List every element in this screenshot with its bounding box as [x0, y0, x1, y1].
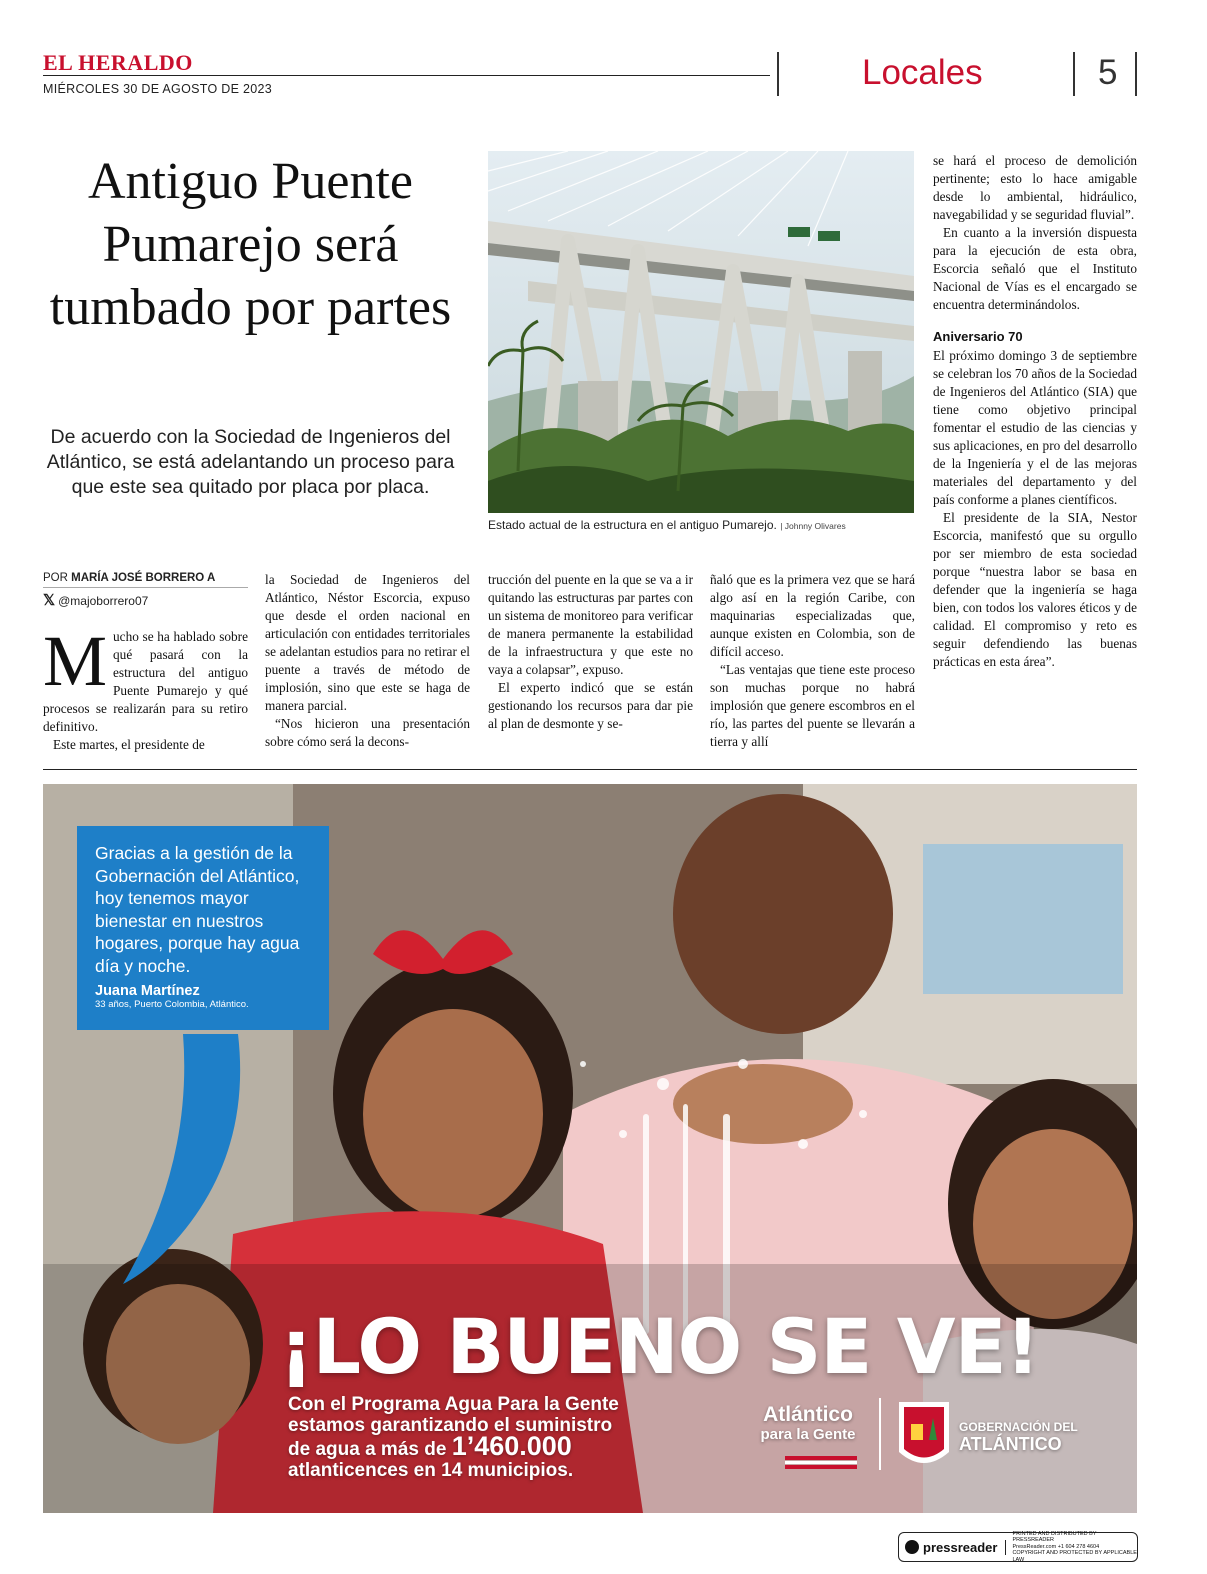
- paragraph: Este martes, el presidente de: [53, 737, 205, 752]
- testimonial-meta: 33 años, Puerto Colombia, Atlántico.: [95, 999, 249, 1010]
- deck: De acuerdo con la Sociedad de Ingenieros del Atlántico, se está adelantando un proceso para que este sea quitado por placa por placa.: [46, 426, 455, 498]
- program-line: atlanticences en 14 municipios.: [288, 1460, 574, 1481]
- photo-credit: | Johnny Olivares: [780, 521, 846, 531]
- paragraph: El próximo domingo 3 de septiembre se celebran los 70 años de la Sociedad de Ingenieros del Atlántico (SIA) que tiene como objetivo principal fomentar el estudio de las ciencias y sus aplicaciones, en pro del desarrollo de la Ingeniería y el de las mejoras materiales del departamento y del país conforme a planes científicos.: [933, 348, 1137, 507]
- article-column-2: [265, 571, 470, 751]
- article-column-3: [488, 571, 693, 733]
- photo-caption-text: Estado actual de la estructura en el antiguo Pumarejo.: [488, 518, 777, 532]
- advertisement[interactable]: [43, 784, 1137, 1513]
- pressreader-logo-text: pressreader: [923, 1539, 998, 1555]
- atlantico-para-la-gente-logo: [743, 1404, 873, 1443]
- paragraph: trucción del puente en la que se va a ir quitando las estructuras par partes con un sistema de monitoreo para verificar de manera permanente la estabilidad de la infraestructura y que este no vaya a colapsar”, expuso.: [488, 572, 693, 677]
- page-number: 5: [1098, 53, 1118, 92]
- twitter-handle-text: @majoborrero07: [58, 594, 149, 608]
- header-rule: [43, 75, 770, 76]
- header-divider: [1073, 52, 1075, 96]
- pressreader-icon: [905, 1540, 919, 1554]
- program-line: [288, 1431, 708, 1461]
- byline: [43, 572, 248, 588]
- paragraph-text: ucho se ha hablado sobre qué pasará con la estructura del antiguo Puente Pumarejo y qué procesos se realizarán para su retiro definitivo.: [43, 629, 248, 734]
- article-column-1: [43, 621, 248, 754]
- brand-line: GOBERNACIÓN DEL: [959, 1420, 1078, 1434]
- program-line: Con el Programa Agua Para la Gente: [288, 1394, 619, 1415]
- paragraph: En cuanto a la inversión dispuesta para la ejecución de esta obra, Escorcia señaló que el Instituto Nacional de Vías es el encargado se encuentra determinándolos.: [933, 225, 1137, 312]
- x-logo-icon: 𝕏: [43, 592, 56, 609]
- program-number: 1’460.000: [451, 1431, 572, 1461]
- paragraph: “Nos hicieron una presentación sobre cómo será la decons-: [265, 716, 470, 749]
- testimonial-quote: Gracias a la gestión de la Gobernación del Atlántico, hoy tenemos mayor bienestar en nuestros hogares, porque hay agua día y noche.: [95, 843, 300, 976]
- photo-caption: [488, 518, 914, 532]
- brand-line: Atlántico: [763, 1403, 853, 1426]
- program-line: estamos garantizando el suministro: [288, 1415, 613, 1436]
- paragraph: ñaló que es la primera vez que se hará algo así en la región Caribe, con maquinarias especializadas que, aunque existen en Colombia, son de difícil acceso.: [710, 572, 915, 659]
- article-column-5: [933, 152, 1137, 671]
- ad-program-text: [288, 1394, 708, 1481]
- pressreader-line: PressReader.com +1 604 278 4604: [1012, 1543, 1100, 1550]
- article-column-4: [710, 571, 915, 751]
- dropcap: M: [43, 621, 108, 701]
- brand-divider: [879, 1398, 881, 1470]
- byline-author: MARÍA JOSÉ BORRERO A: [71, 572, 216, 584]
- testimonial-box: [77, 826, 329, 1030]
- bridge-photo: [488, 151, 914, 513]
- headline: Antiguo Puente Pumarejo será tumbado por partes: [49, 153, 452, 336]
- testimonial-name: Juana Martínez: [95, 983, 200, 999]
- paragraph: la Sociedad de Ingenieros del Atlántico, Néstor Escorcia, expuso que desde el orden nacional en articulación con entidades territoriales se adelantan estudios para no retirar el puente a través de método de implosión, sino que este se haga de manera parcial.: [265, 572, 470, 713]
- paragraph: se hará el proceso de demolición pertinente; esto lo hace amigable desde lo ambiental, hidráulico, navegabilidad y se seguridad fluvial”.: [933, 153, 1137, 222]
- bridge-illustration: [488, 151, 914, 513]
- pressreader-line: COPYRIGHT AND PROTECTED BY APPLICABLE LAW: [1012, 1550, 1137, 1563]
- twitter-handle[interactable]: [43, 591, 148, 609]
- masthead-logo: EL HERALDO: [43, 50, 193, 75]
- paragraph: El presidente de la SIA, Nestor Escorcia, manifestó que su orgullo por ser miembro de esta sociedad porque “nuestra labor se basa en defender que la ingeniería se haga bien, con todos los valores éticos y de calidad. El compromiso y reto es seguir defendiendo las buenas prácticas en esta área”.: [933, 510, 1137, 669]
- pressreader-logo: [905, 1540, 1006, 1555]
- paragraph: [43, 621, 248, 736]
- pressreader-line: PRINTED AND DISTRIBUTED BY PRESSREADER: [1012, 1530, 1097, 1544]
- pressreader-badge[interactable]: [898, 1532, 1138, 1562]
- brand-line: ATLÁNTICO: [959, 1434, 1062, 1454]
- paragraph: El experto indicó que se están gestionando los recursos para dar pie al plan de desmonte y se-: [488, 680, 693, 731]
- dateline: MIÉRCOLES 30 DE AGOSTO DE 2023: [43, 82, 272, 96]
- coat-of-arms-icon: [899, 1402, 949, 1463]
- pressreader-notice: [1006, 1531, 1137, 1564]
- subhead: Aniversario 70: [933, 329, 1023, 344]
- brand-line: para la Gente: [760, 1426, 856, 1443]
- header-divider: [1135, 52, 1137, 96]
- section-rule: [43, 769, 1137, 770]
- byline-prefix: POR: [43, 572, 68, 584]
- header-divider: [777, 52, 779, 96]
- gobernacion-logo: [959, 1420, 1078, 1455]
- ad-slogan: ¡LO BUENO SE VE!: [279, 1302, 1040, 1391]
- program-line-text: de agua a más de: [288, 1439, 447, 1460]
- section-title: Locales: [862, 53, 983, 92]
- paragraph: “Las ventajas que tiene este proceso son muchas porque no habrá implosión que genere escombros en el río, las partes del puente se llevarán a tierra y allí: [710, 662, 915, 749]
